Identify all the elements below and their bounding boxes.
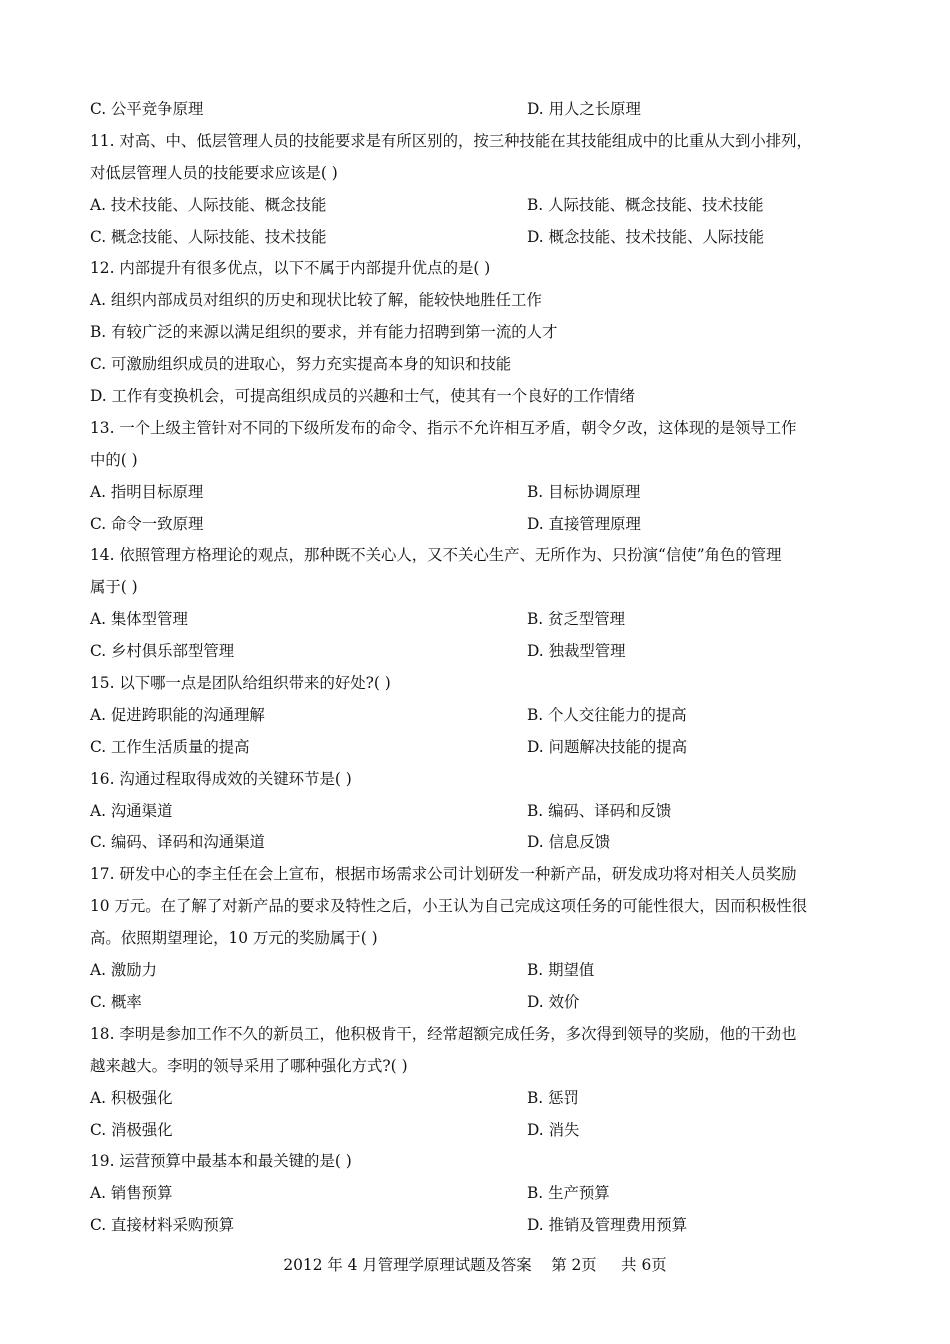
option-row (90, 604, 870, 636)
option-left: A. 积极强化 (90, 1088, 173, 1107)
option-row (90, 222, 870, 254)
option-left: C. 概念技能、人际技能、技术技能 (90, 227, 327, 246)
option-row (90, 955, 870, 987)
text-line: 18. 李明是参加工作不久的新员工，他积极肯干，经常超额完成任务，多次得到领导的奖励，他的干劲也 (90, 1024, 797, 1043)
option-right: D. 消失 (527, 1120, 580, 1139)
option-right: D. 问题解决技能的提高 (527, 737, 688, 756)
text-line: 19. 运营预算中最基本和最关键的是( ) (90, 1152, 352, 1171)
option-row (90, 1115, 870, 1147)
option-right: B. 编码、译码和反馈 (527, 801, 672, 820)
text-line: 10 万元。在了解了对新产品的要求及特性之后，小王认为自己完成这项任务的可能性很大，因而积极性很 (90, 897, 808, 916)
option-right: D. 信息反馈 (527, 833, 611, 852)
option-left: A. 沟通渠道 (90, 801, 173, 820)
text-line: 16. 沟通过程取得成效的关键环节是( ) (90, 769, 352, 788)
option-right: D. 独裁型管理 (527, 642, 626, 661)
text-line: 11. 对高、中、低层管理人员的技能要求是有所区别的，按三种技能在其技能组成中的比重从大到小排列， (90, 131, 812, 150)
text-line: 高。依照期望理论，10 万元的奖励属于( ) (90, 929, 378, 948)
option-left: A. 促进跨职能的沟通理解 (90, 705, 265, 724)
option-row (90, 636, 870, 668)
option-left: C. 直接材料采购预算 (90, 1216, 235, 1235)
text-line: 14. 依照管理方格理论的观点，那种既不关心人，又不关心生产、无所作为、只扮演“信使”角色的管理 (90, 546, 782, 565)
option-left: A. 指明目标原理 (90, 482, 204, 501)
option-left: A. 集体型管理 (90, 610, 188, 629)
option-row (90, 190, 870, 222)
option-right: D. 直接管理原理 (527, 514, 641, 533)
option-row (90, 1178, 870, 1210)
option-left: C. 公平竞争原理 (90, 100, 204, 118)
text-line: 对低层管理人员的技能要求应该是( ) (90, 163, 338, 182)
option-row (90, 477, 870, 509)
text-line: B. 有较广泛的来源以满足组织的要求，并有能力招聘到第一流的人才 (90, 323, 558, 342)
option-left: C. 命令一致原理 (90, 514, 204, 533)
option-right: D. 推销及管理费用预算 (527, 1216, 688, 1235)
option-right: B. 生产预算 (527, 1184, 610, 1203)
option-left: A. 技术技能、人际技能、概念技能 (90, 195, 327, 214)
text-line: 15. 以下哪一点是团队给组织带来的好处?( ) (90, 674, 391, 693)
option-row (90, 987, 870, 1019)
option-row (90, 796, 870, 828)
text-line: 属于( ) (90, 578, 138, 597)
option-left: C. 乡村俱乐部型管理 (90, 642, 235, 661)
option-right: D. 用人之长原理 (527, 100, 641, 118)
option-left: C. 工作生活质量的提高 (90, 737, 250, 756)
option-left: A. 激励力 (90, 961, 158, 980)
option-row (90, 94, 870, 126)
option-right: B. 目标协调原理 (527, 482, 641, 501)
text-line: D. 工作有变换机会，可提高组织成员的兴趣和士气，使其有一个良好的工作情绪 (90, 387, 635, 406)
page-footer: 2012 年 4 月管理学原理试题及答案 第 2页 共 6页 (283, 1256, 667, 1274)
option-left: C. 编码、译码和沟通渠道 (90, 833, 265, 852)
option-left: C. 消极强化 (90, 1120, 173, 1139)
text-line: 越来越大。李明的领导采用了哪种强化方式?( ) (90, 1056, 408, 1075)
option-row (90, 700, 870, 732)
option-left: A. 销售预算 (90, 1184, 173, 1203)
option-row (90, 1083, 870, 1115)
option-row (90, 509, 870, 541)
option-row (90, 1210, 870, 1242)
option-right: B. 人际技能、概念技能、技术技能 (527, 195, 764, 214)
option-right: D. 效价 (527, 992, 580, 1011)
option-right: B. 惩罚 (527, 1088, 579, 1107)
text-line: 13. 一个上级主管针对不同的下级所发布的命令、指示不允许相互矛盾，朝令夕改，这体现的是领导工作 (90, 418, 797, 437)
text-line: A. 组织内部成员对组织的历史和现状比较了解，能较快地胜任工作 (90, 291, 542, 310)
option-row (90, 732, 870, 764)
text-line: 17. 研发中心的李主任在会上宣布，根据市场需求公司计划研发一种新产品，研发成功将对相关人员奖励 (90, 865, 797, 884)
option-right: B. 贫乏型管理 (527, 610, 626, 629)
text-line: C. 可激励组织成员的进取心，努力充实提高本身的知识和技能 (90, 355, 512, 374)
option-right: B. 个人交往能力的提高 (527, 705, 687, 724)
text-line: 中的( ) (90, 450, 138, 469)
option-right: D. 概念技能、技术技能、人际技能 (527, 227, 765, 246)
option-left: C. 概率 (90, 992, 142, 1011)
document-body (90, 94, 870, 1242)
option-right: B. 期望值 (527, 961, 595, 980)
option-row (90, 827, 870, 859)
text-line: 12. 内部提升有很多优点，以下不属于内部提升优点的是( ) (90, 259, 491, 278)
